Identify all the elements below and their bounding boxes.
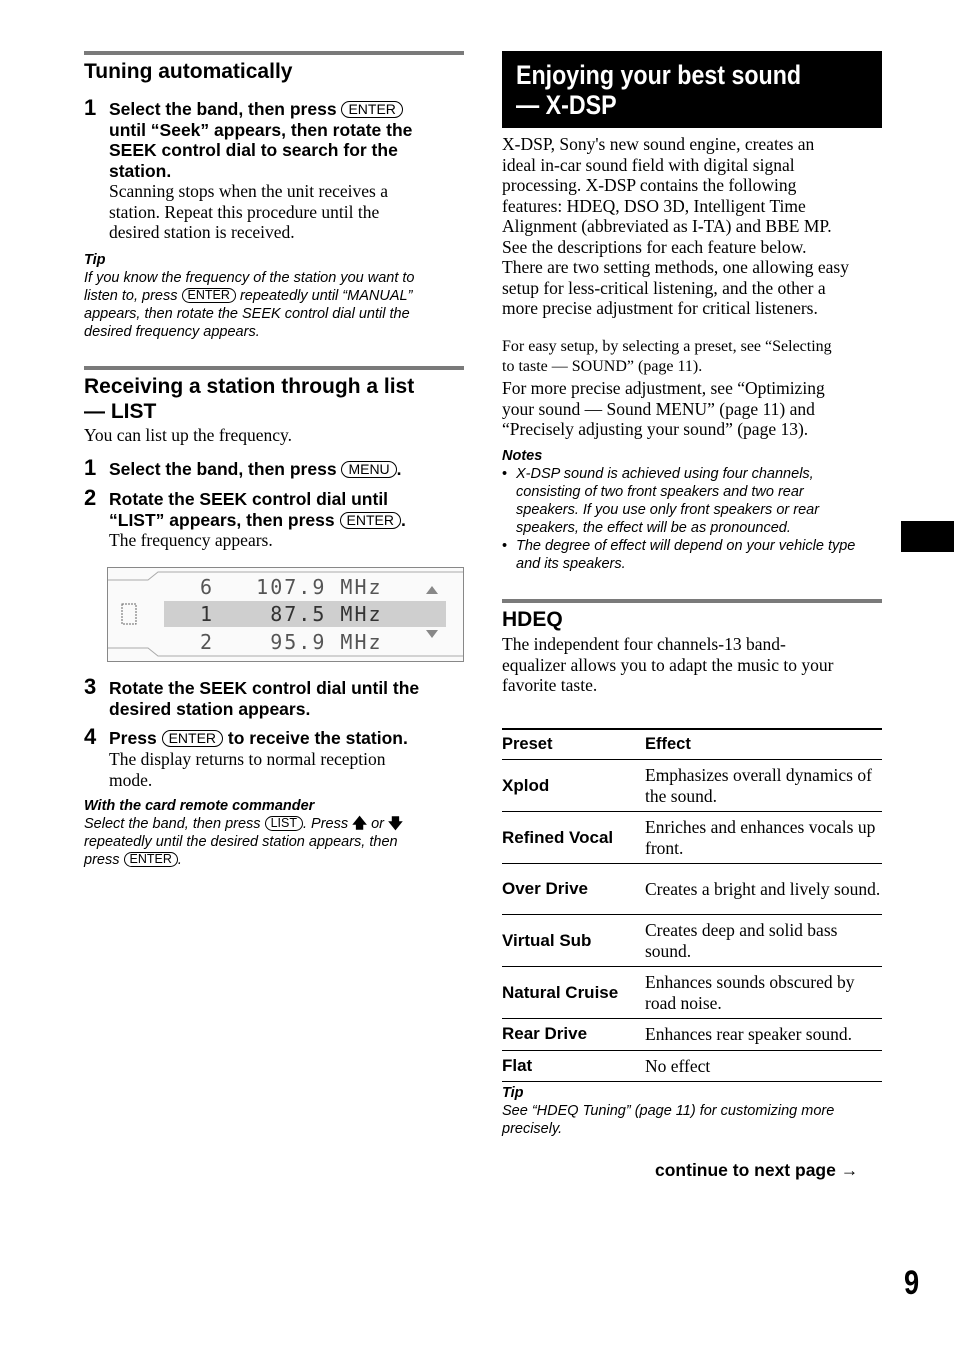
remote-commander-block: With the card remote commander Select the band, then press LIST . Press 🡅 or 🡇 repeatedly until the desired station appears, then press ENTER . — [84, 798, 403, 868]
list-key-icon: LIST — [265, 816, 303, 831]
step-text: Rotate the SEEK control dial until “LIST” appears, then press ENTER . — [109, 489, 406, 530]
table-row — [502, 864, 882, 915]
step-description: The frequency appears. — [109, 530, 273, 550]
section-title-tuning: Tuning automatically — [84, 60, 293, 83]
enter-key-icon: ENTER — [340, 512, 401, 529]
display-row: 2 95.9 MHz — [200, 630, 383, 654]
preset-effect: Creates deep and solid bass sound. — [645, 915, 882, 967]
step-text: Select the band, then press ENTER until “Seek” appears, then rotate the SEEK control dial to search for the station. — [109, 99, 413, 181]
enter-key-icon: ENTER — [162, 730, 223, 747]
section-title-list: Receiving a station through a list — LIST — [84, 375, 415, 423]
page-number: 9 — [904, 1264, 920, 1302]
section-rule — [502, 599, 882, 603]
step-number: 3 — [84, 674, 97, 699]
preset-name: Flat — [502, 1050, 645, 1082]
preset-name: Over Drive — [502, 864, 645, 915]
section-intro: You can list up the frequency. — [84, 425, 293, 445]
table-row — [502, 967, 882, 1019]
preset-effect: No effect — [645, 1050, 882, 1082]
hdeq-description: The independent four channels-13 band- equalizer allows you to adapt the music to your favorite taste. — [502, 634, 834, 695]
preset-name: Refined Vocal — [502, 812, 645, 864]
enter-key-icon: ENTER — [124, 852, 178, 867]
preset-name: Virtual Sub — [502, 915, 645, 967]
frequency-list-display — [107, 567, 464, 662]
tip-block: Tip See “HDEQ Tuning” (page 11) for customizing more precisely. — [502, 1085, 835, 1137]
preset-name: Rear Drive — [502, 1019, 645, 1051]
notes-block: Notes • X-DSP sound is achieved using four channels, consisting of two front speakers and two rear speakers. If you use only front speakers or rear speakers, the effect will be as pronounced. • The degree of effect will depend on your vehicle type and its speakers. — [502, 447, 887, 573]
xdsp-intro: X-DSP, Sony's new sound engine, creates an ideal in-car sound field with digital signal processing. X-DSP contains the following features: HDEQ, DSO 3D, Intelligent Time Alignment (abbreviated as I-TA) and BBE MP. See the descriptions for each feature below. There are two setting methods, one allowing easy setup for less-critical listening, and the other a more precise adjustment for critical listeners. — [502, 134, 849, 318]
section-banner — [502, 51, 882, 128]
step-description: Scanning stops when the unit receives a station. Repeat this procedure until the desired station is received. — [109, 181, 388, 242]
notes-heading: Notes — [502, 448, 543, 464]
preset-effect: Creates a bright and lively sound. — [645, 864, 882, 915]
section-rule — [84, 51, 464, 55]
arrow-up-icon: 🡅 — [352, 816, 368, 832]
continue-label: continue to next page → — [655, 1160, 859, 1180]
table-row — [502, 760, 882, 812]
table-row — [502, 1050, 882, 1082]
precise-setup-text: For more precise adjustment, see “Optimizing your sound — Sound MENU” (page 11) and “Precisely adjusting your sound” (page 13). — [502, 378, 825, 439]
section-title-hdeq: HDEQ — [502, 608, 563, 631]
tip-block: Tip If you know the frequency of the station you want to listen to, press ENTER repeatedly until “MANUAL” appears, then rotate the SEEK control dial until the desired frequency appears. — [84, 252, 415, 340]
step-number: 2 — [84, 485, 97, 510]
step-text: Rotate the SEEK control dial until the desired station appears. — [109, 678, 420, 719]
step-description: The display returns to normal reception mode. — [109, 749, 386, 790]
preset-name: Xplod — [502, 760, 645, 812]
preset-effect: Enhances sounds obscured by road noise. — [645, 967, 882, 1019]
tip-heading: Tip — [502, 1085, 524, 1101]
enter-key-icon: ENTER — [182, 288, 236, 303]
preset-effect: Emphasizes overall dynamics of the sound. — [645, 760, 882, 812]
step-number: 4 — [84, 724, 97, 749]
step-number: 1 — [84, 95, 97, 120]
preset-effect: Enriches and enhances vocals up front. — [645, 812, 882, 864]
display-row-selected: 1 87.5 MHz — [200, 602, 383, 626]
column-header-preset: Preset — [502, 729, 645, 760]
table-row — [502, 915, 882, 967]
step-text: Select the band, then press MENU . — [109, 459, 402, 479]
enter-key-icon: ENTER — [341, 101, 402, 118]
table-row — [502, 1019, 882, 1051]
menu-key-icon: MENU — [341, 461, 396, 478]
step-number: 1 — [84, 455, 97, 480]
preset-effect: Enhances rear speaker sound. — [645, 1019, 882, 1051]
easy-setup-text: For easy setup, by selecting a preset, see “Selecting to taste — SOUND” (page 11). — [502, 338, 832, 375]
step-text: Press ENTER to receive the station. — [109, 728, 408, 748]
section-rule — [84, 366, 464, 370]
tip-heading: Tip — [84, 252, 106, 268]
arrow-down-icon: 🡇 — [388, 816, 403, 832]
table-header-row — [502, 729, 882, 760]
banner-title: Enjoying your best sound — X-DSP — [516, 60, 802, 120]
display-row: 6 107.9 MHz — [200, 575, 383, 599]
hdeq-preset-table — [502, 728, 882, 1082]
remote-heading: With the card remote commander — [84, 798, 315, 814]
table-row — [502, 812, 882, 864]
column-header-effect: Effect — [645, 729, 882, 760]
side-tab-marker — [901, 521, 954, 552]
preset-name: Natural Cruise — [502, 967, 645, 1019]
